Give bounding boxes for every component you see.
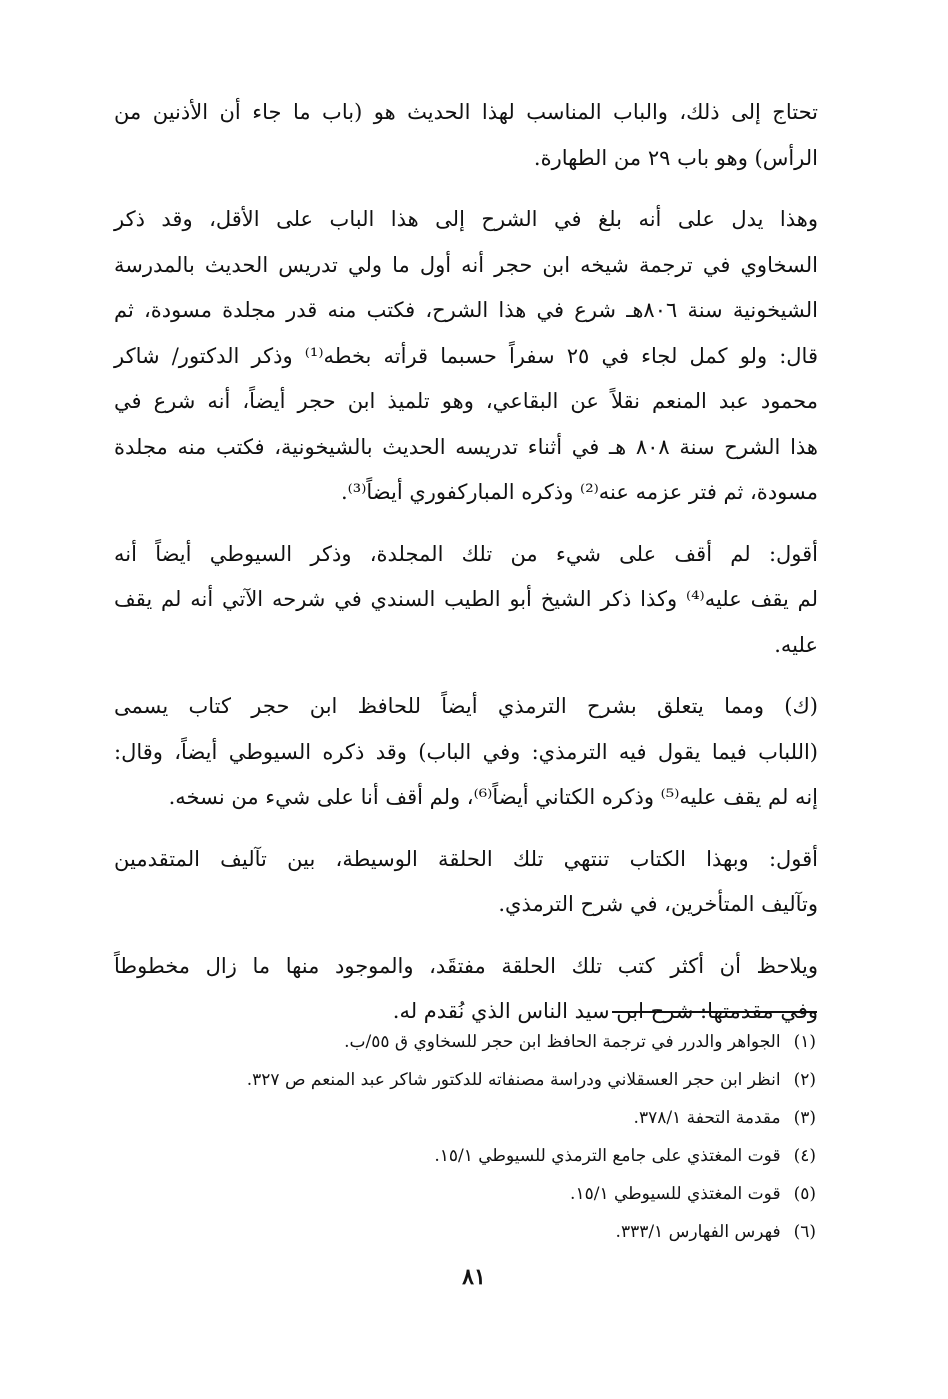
text-line: (اللباب فيما يقول فيه الترمذي: وفي الباب) وقد ذكره السيوطي أيضاً، وقال: <box>114 739 818 764</box>
text-line: وتآليف المتأخرين، في شرح الترمذي. <box>498 892 818 916</box>
paragraph <box>114 684 818 821</box>
page-number: ٨١ <box>462 1264 486 1290</box>
paragraph <box>114 532 818 669</box>
footnote-text: الجواهر والدرر في ترجمة الحافظ ابن حجر للسخاوي ق ٥٥/ب. <box>344 1032 781 1052</box>
text-line: وهذا يدل على أنه بلغ في الشرح إلى هذا الباب على الأقل، وقد ذكر <box>114 207 818 231</box>
main-text <box>114 90 818 1035</box>
text-line: السخاوي في ترجمة شيخه ابن حجر أنه أول ما ولي تدريس الحديث بالمدرسة <box>114 252 818 277</box>
text-line: لم يقف عليه⁽⁴⁾ وكذا ذكر الشيخ أبو الطيب السندي في شرحه الآتي أنه لم يقف <box>114 587 818 611</box>
footnote <box>126 1061 816 1099</box>
text-line: (ك) ومما يتعلق بشرح الترمذي أيضاً للحافظ ابن حجر كتاب يسمى <box>114 694 818 718</box>
footnote <box>126 1137 816 1175</box>
footnotes <box>126 1023 816 1251</box>
footnote <box>126 1099 816 1137</box>
text-line: مسودة، ثم فتر عزمه عنه⁽²⁾ وذكره المباركفوري أيضاً⁽³⁾. <box>340 480 818 504</box>
footnote-text: انظر ابن حجر العسقلاني ودراسة مصنفاته للدكتور شاكر عبد المنعم ص ٣٢٧. <box>246 1070 781 1090</box>
footnote-text: فهرس الفهارس ٣٣٣/١. <box>615 1222 781 1242</box>
footnote <box>126 1175 816 1213</box>
footnote-number: (٣) <box>793 1108 816 1128</box>
paragraph <box>114 90 818 181</box>
footnote-text: قوت المغتذي للسيوطي ١٥/١. <box>570 1184 781 1204</box>
text-line: هذا الشرح سنة ٨٠٨ هـ في أثناء تدريسه الحديث بالشيخونية، فكتب منه مجلدة <box>114 434 818 459</box>
footnote-text: مقدمة التحفة ٣٧٨/١. <box>633 1108 781 1128</box>
text-line: أقول: وبهذا الكتاب تنتهي تلك الحلقة الوسيطة، بين تآليف المتقدمين <box>114 846 818 871</box>
text-line: الرأس) وهو باب ٢٩ من الطهارة. <box>533 145 818 170</box>
text-line: أقول: لم أقف على شيء من تلك المجلدة، وذكر السيوطي أيضاً أنه <box>114 541 818 566</box>
footnote-text: قوت المغتذي على جامع الترمذي للسيوطي ١٥/١. <box>434 1146 781 1166</box>
text-line: قال: ولو كمل لجاء في ٢٥ سفراً حسبما قرأته بخطه⁽¹⁾ وذكر الدكتور/ شاكر <box>114 343 818 368</box>
text-line: محمود عبد المنعم نقلاً عن البقاعي، وهو تلميذ ابن حجر أيضاً، أنه شرع في <box>114 389 818 413</box>
text-line: وفي مقدمتها: شرح ابن سيد الناس الذي نُقدم له. <box>392 999 818 1023</box>
text-line: الشيخونية سنة ٨٠٦هـ شرع في هذا الشرح، فكتب منه قدر مجلدة مسودة، ثم <box>114 298 818 322</box>
footnote-number: (١) <box>793 1032 816 1052</box>
text-line: إنه لم يقف عليه⁽⁵⁾ وذكره الكتاني أيضاً⁽⁶⁾، ولم أقف أنا على شيء من نسخه. <box>168 785 818 809</box>
footnote-number: (٦) <box>793 1222 816 1242</box>
footnote-number: (٢) <box>793 1070 816 1090</box>
text-line: عليه. <box>774 632 818 657</box>
paragraph <box>114 837 818 928</box>
footnote-number: (٤) <box>793 1146 816 1166</box>
paragraph <box>114 197 818 516</box>
footnote-separator <box>612 1011 817 1013</box>
footnote <box>126 1213 816 1251</box>
text-line: ويلاحظ أن أكثر كتب تلك الحلقة مفتقَد، والموجود منها ما زال مخطوطاً <box>114 953 818 978</box>
footnote <box>126 1023 816 1061</box>
text-line: تحتاج إلى ذلك، والباب المناسب لهذا الحديث هو (باب ما جاء أن الأذنين من <box>114 100 818 124</box>
paragraph <box>114 944 818 1035</box>
footnote-number: (٥) <box>793 1184 816 1204</box>
